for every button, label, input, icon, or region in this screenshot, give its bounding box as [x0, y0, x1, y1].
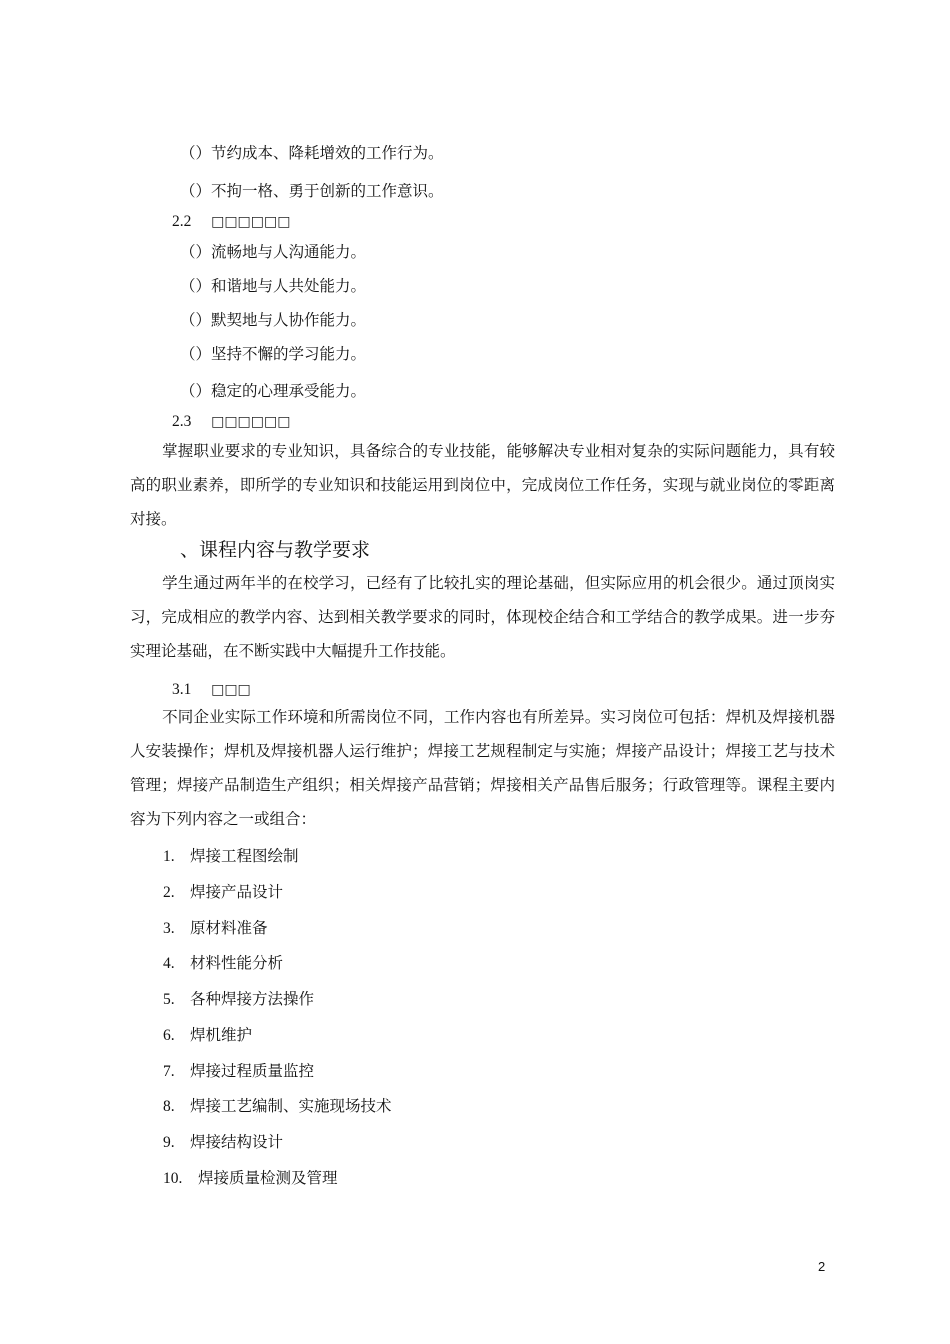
list-item: （）稳定的心理承受能力。	[180, 382, 367, 400]
list-number: 8.	[163, 1098, 175, 1115]
list-item	[163, 846, 298, 867]
section-number: 3.1	[172, 681, 192, 698]
page-number: 2	[818, 1259, 826, 1274]
list-number: 6.	[163, 1027, 175, 1044]
list-item: （）流畅地与人沟通能力。	[180, 243, 367, 261]
list-text: 材料性能分析	[189, 954, 283, 972]
section-title: □□□	[211, 682, 251, 698]
list-item	[163, 882, 283, 903]
list-text: 原材料准备	[189, 919, 268, 937]
list-item: （）节约成本、降耗增效的工作行为。	[180, 144, 444, 162]
list-item	[163, 1168, 337, 1189]
list-text: 焊接结构设计	[189, 1133, 283, 1151]
list-text: 各种焊接方法操作	[189, 990, 314, 1008]
list-item: （）默契地与人协作能力。	[180, 311, 367, 329]
list-number: 5.	[163, 991, 175, 1008]
list-item	[163, 1096, 391, 1117]
list-text: 焊接工艺编制、实施现场技术	[189, 1097, 392, 1115]
list-text: 焊机维护	[189, 1026, 252, 1044]
list-number: 4.	[163, 955, 175, 972]
list-number: 3.	[163, 920, 175, 937]
list-number: 2.	[163, 884, 175, 901]
paragraph-2-3	[130, 434, 835, 536]
list-text: 焊接工程图绘制	[189, 847, 299, 865]
paragraph-3-1	[130, 700, 835, 836]
list-number: 7.	[163, 1063, 175, 1080]
list-item	[163, 953, 283, 974]
list-item: （）不拘一格、勇于创新的工作意识。	[180, 182, 444, 200]
list-item	[163, 1025, 252, 1046]
paragraph-text: 掌握职业要求的专业知识，具备综合的专业技能，能够解决专业相对复杂的实际问题能力，具有较高的职业素养，即所学的专业知识和技能运用到岗位中，完成岗位工作任务，实现与就业岗位的零距离对接。	[130, 442, 835, 528]
section-title: □□□□□□	[211, 214, 291, 230]
list-number: 9.	[163, 1134, 175, 1151]
paragraph-text: 不同企业实际工作环境和所需岗位不同，工作内容也有所差异。实习岗位可包括：焊机及焊接机器人安装操作；焊机及焊接机器人运行维护；焊接工艺规程制定与实施；焊接产品设计；焊接工艺与技术管理；焊接产品制造生产组织；相关焊接产品营销；焊接相关产品售后服务；行政管理等。课程主要内容为下列内容之一或组合：	[130, 708, 835, 828]
section-title: □□□□□□	[211, 414, 291, 430]
list-item	[163, 918, 267, 939]
list-text: 焊接产品设计	[189, 883, 283, 901]
section-heading-3: 、课程内容与教学要求	[180, 539, 371, 561]
list-item: （）坚持不懈的学习能力。	[180, 345, 367, 363]
list-item	[163, 1132, 283, 1153]
paragraph-3	[130, 566, 835, 668]
subsection-heading-2-3	[172, 411, 290, 432]
list-item: （）和谐地与人共处能力。	[180, 277, 367, 295]
section-number: 2.3	[172, 413, 192, 430]
section-number: 2.2	[172, 213, 192, 230]
list-text: 焊接质量检测及管理	[197, 1169, 338, 1187]
list-number: 10.	[163, 1170, 183, 1187]
list-number: 1.	[163, 848, 175, 865]
subsection-heading-3-1	[172, 679, 251, 700]
list-text: 焊接过程质量监控	[189, 1062, 314, 1080]
subsection-heading-2-2	[172, 211, 290, 232]
paragraph-text: 学生通过两年半的在校学习，已经有了比较扎实的理论基础，但实际应用的机会很少。通过顶岗实习，完成相应的教学内容、达到相关教学要求的同时，体现校企结合和工学结合的教学成果。进一步夯实理论基础，在不断实践中大幅提升工作技能。	[130, 574, 835, 660]
list-item	[163, 989, 314, 1010]
list-item	[163, 1061, 314, 1082]
